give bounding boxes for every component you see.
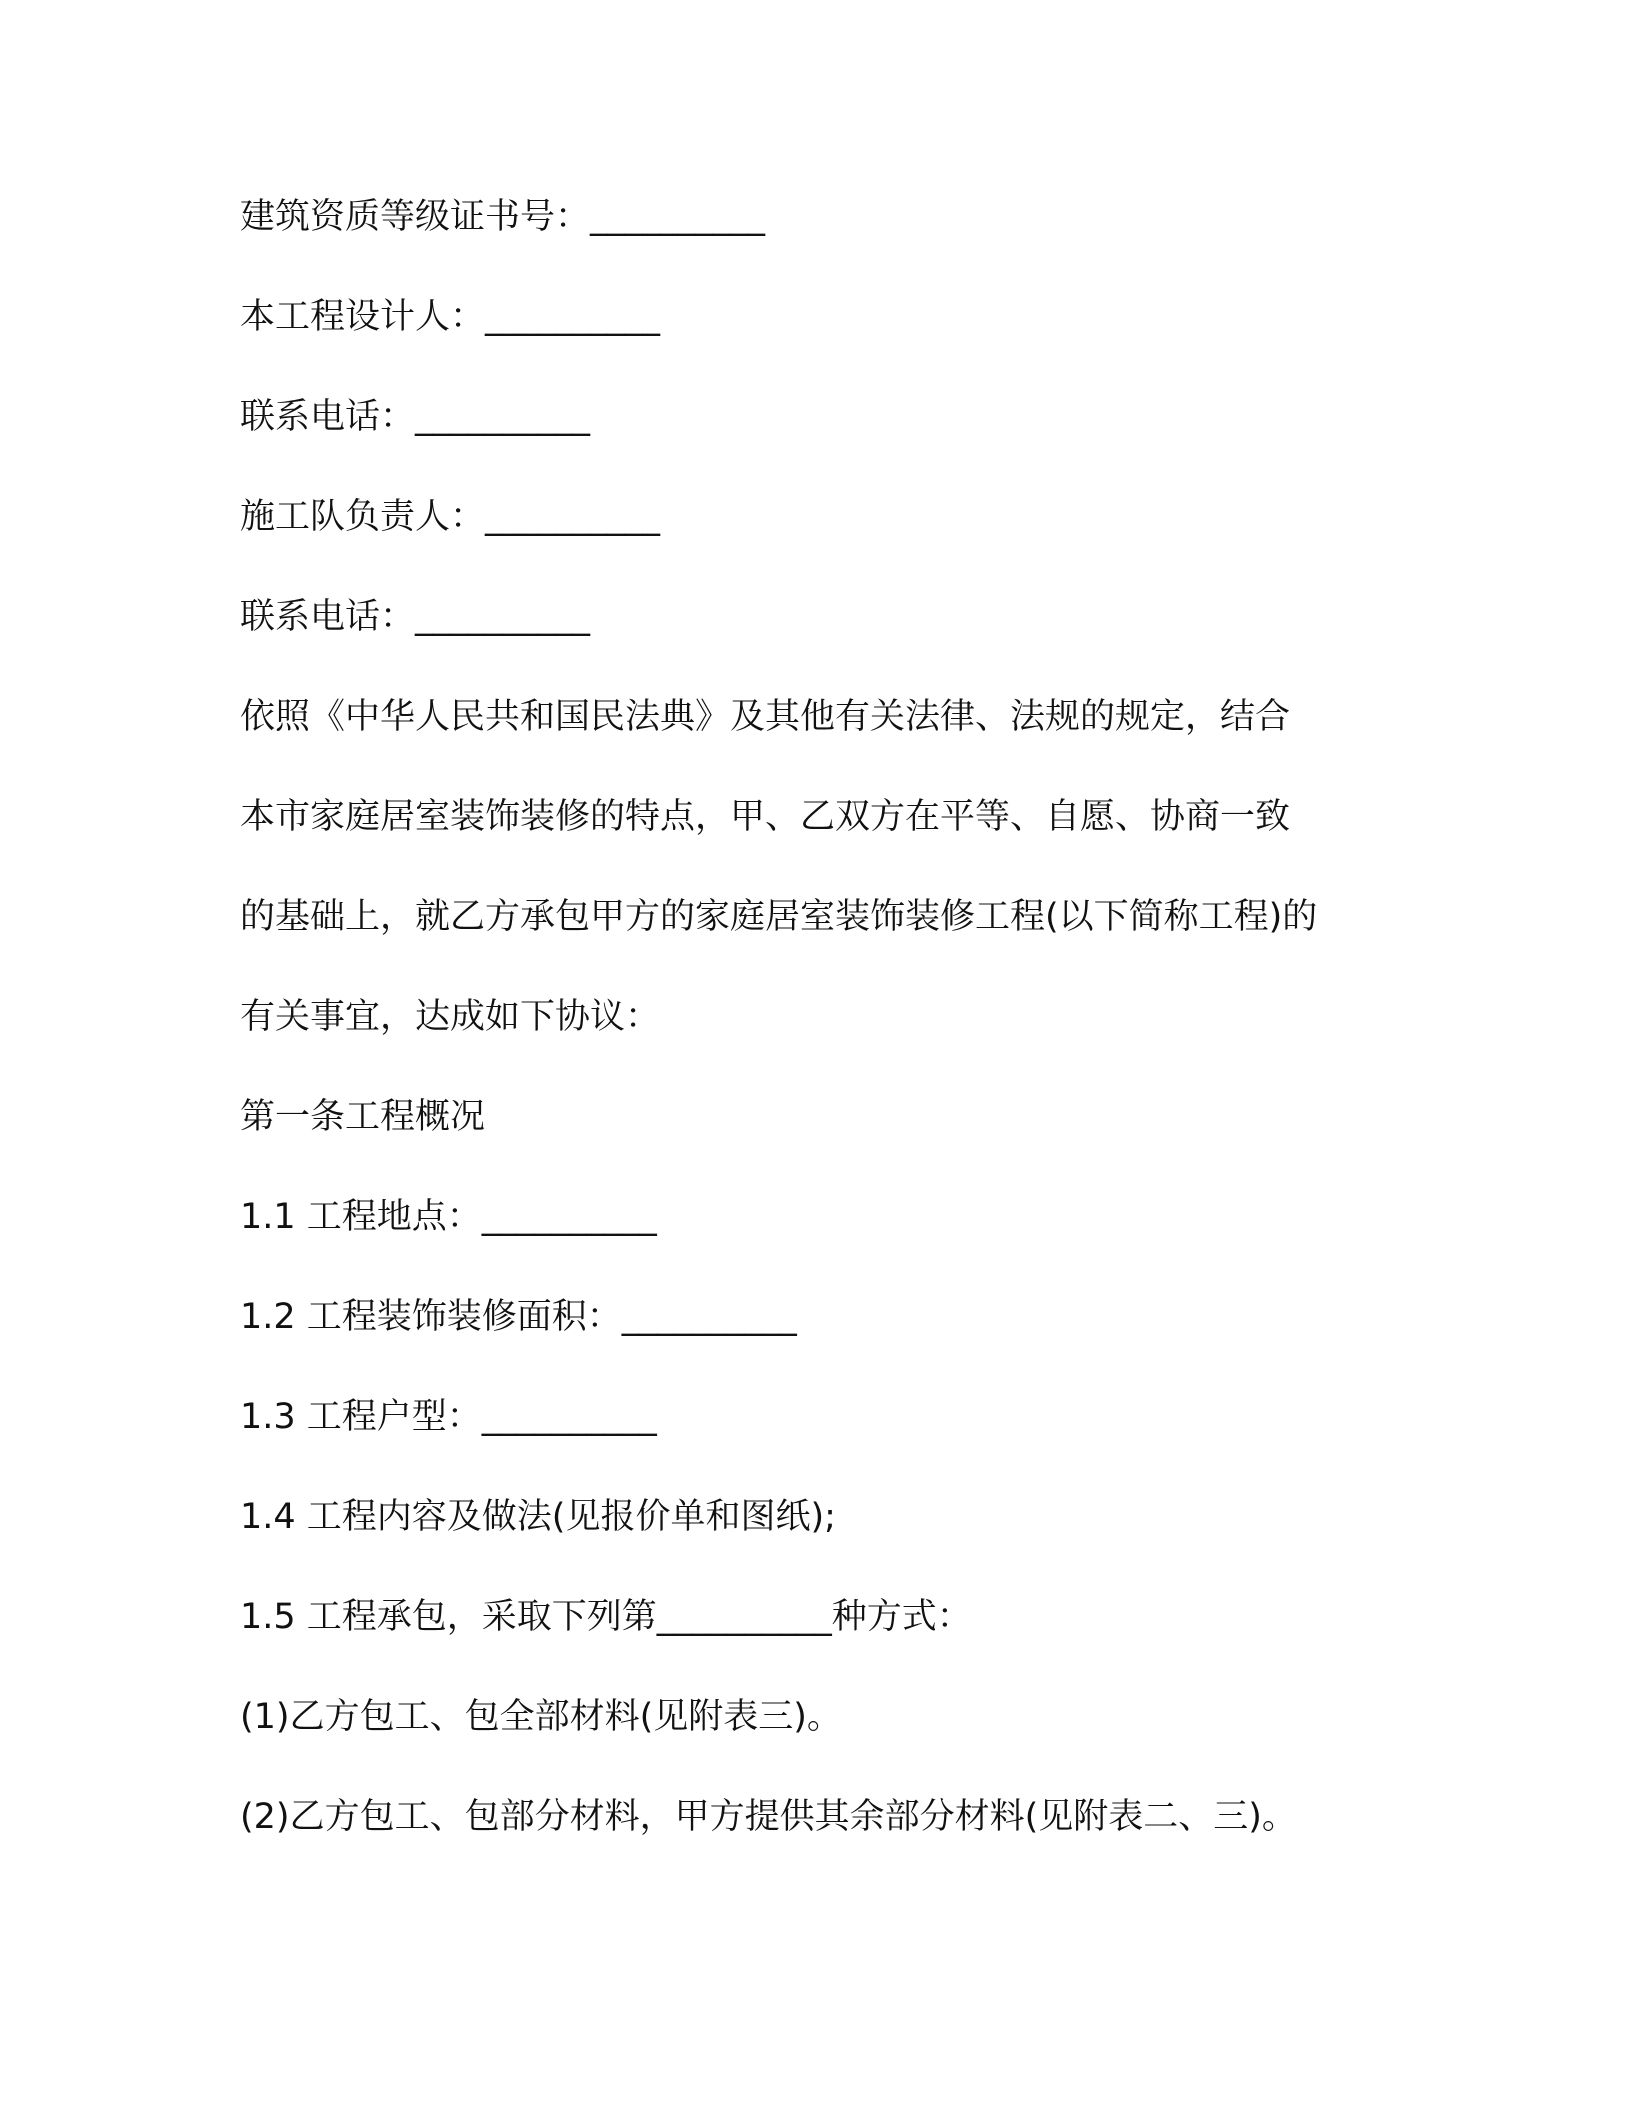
clause-1-2: 1.2 工程装饰装修面积：__________ [240,1297,797,1337]
preamble-line-3: 的基础上，就乙方承包甲方的家庭居室装饰装修工程(以下简称工程)的 [240,897,1318,937]
clause-1-5: 1.5 工程承包，采取下列第__________种方式： [240,1597,972,1637]
clause-1-1: 1.1 工程地点：__________ [240,1197,657,1237]
option-1: (1)乙方包工、包全部材料(见附表三)。 [240,1697,842,1737]
preamble-line-2: 本市家庭居室装饰装修的特点，甲、乙双方在平等、自愿、协商一致 [240,797,1291,837]
designer-line: 本工程设计人：__________ [240,297,661,337]
qualification-certificate-line: 建筑资质等级证书号：__________ [240,197,766,237]
clause-1-4: 1.4 工程内容及做法(见报价单和图纸); [240,1497,836,1537]
construction-leader-line: 施工队负责人：__________ [240,497,661,537]
preamble-line-4: 有关事宜，达成如下协议： [240,997,661,1037]
option-2: (2)乙方包工、包部分材料，甲方提供其余部分材料(见附表二、三)。 [240,1797,1297,1837]
designer-phone-line: 联系电话：__________ [240,397,591,437]
article-one-heading: 第一条工程概况 [240,1097,486,1137]
preamble-line-1: 依照《中华人民共和国民法典》及其他有关法律、法规的规定，结合 [240,697,1291,737]
leader-phone-line: 联系电话：__________ [240,597,591,637]
clause-1-3: 1.3 工程户型：__________ [240,1397,657,1437]
